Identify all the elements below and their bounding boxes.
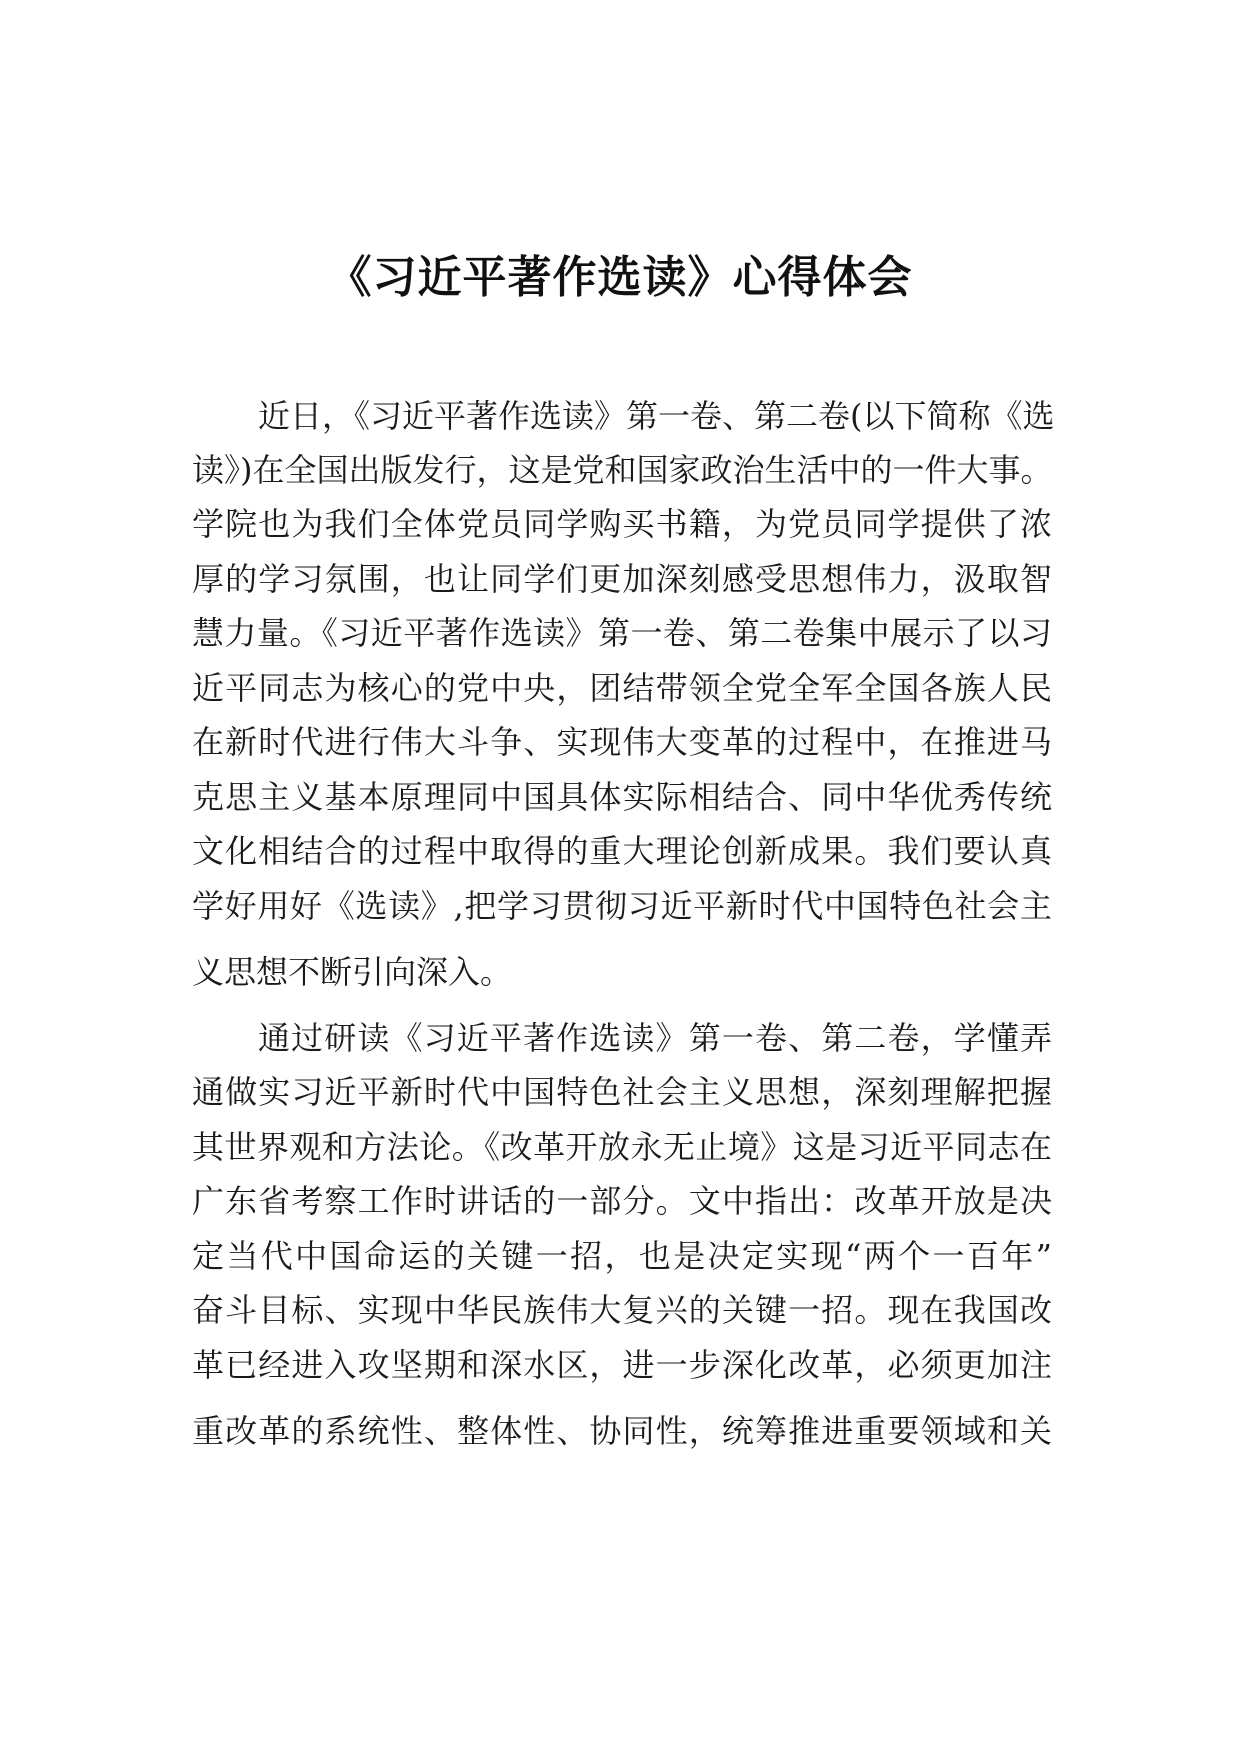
paragraph-line: 重改革的系统性、整体性、协同性，统筹推进重要领域和关 [192, 1412, 1052, 1450]
paragraph-line: 其世界观和方法论。《改革开放永无止境》这是习近平同志在 [192, 1128, 1052, 1166]
document-title: 《习近平著作选读》心得体会 [327, 252, 913, 303]
paragraph-line: 近平同志为核心的党中央，团结带领全党全军全国各族人民 [192, 669, 1052, 707]
paragraph-line: 克思主义基本原理同中国具体实际相结合、同中华优秀传统 [192, 778, 1052, 816]
paragraph-line: 义思想不断引向深入。 [192, 953, 513, 991]
paragraph-line: 厚的学习氛围，也让同学们更加深刻感受思想伟力，汲取智 [192, 560, 1052, 598]
paragraph-line: 定当代中国命运的关键一招，也是决定实现“两个一百年” [192, 1237, 1052, 1275]
paragraph-line: 革已经进入攻坚期和深水区，进一步深化改革，必须更加注 [192, 1346, 1052, 1384]
paragraph-line: 近日，《习近平著作选读》第一卷、第二卷(以下简称《选 [258, 397, 1055, 435]
paragraph-line: 学好用好《选读》,把学习贯彻习近平新时代中国特色社会主 [192, 887, 1052, 925]
paragraph-line: 通过研读《习近平著作选读》第一卷、第二卷，学懂弄 [258, 1019, 1052, 1057]
paragraph-line: 文化相结合的过程中取得的重大理论创新成果。我们要认真 [192, 832, 1052, 870]
paragraph-line: 在新时代进行伟大斗争、实现伟大变革的过程中，在推进马 [192, 723, 1052, 761]
paragraph-line: 通做实习近平新时代中国特色社会主义思想，深刻理解把握 [192, 1073, 1052, 1111]
paragraph-line: 广东省考察工作时讲话的一部分。文中指出：改革开放是决 [192, 1182, 1052, 1220]
paragraph-line: 学院也为我们全体党员同学购买书籍，为党员同学提供了浓 [192, 505, 1052, 543]
paragraph-line: 读》)在全国出版发行，这是党和国家政治生活中的一件大事。 [192, 451, 1053, 489]
paragraph-line: 奋斗目标、实现中华民族伟大复兴的关键一招。现在我国改 [192, 1291, 1052, 1329]
paragraph-line: 慧力量。《习近平著作选读》第一卷、第二卷集中展示了以习 [192, 614, 1052, 652]
